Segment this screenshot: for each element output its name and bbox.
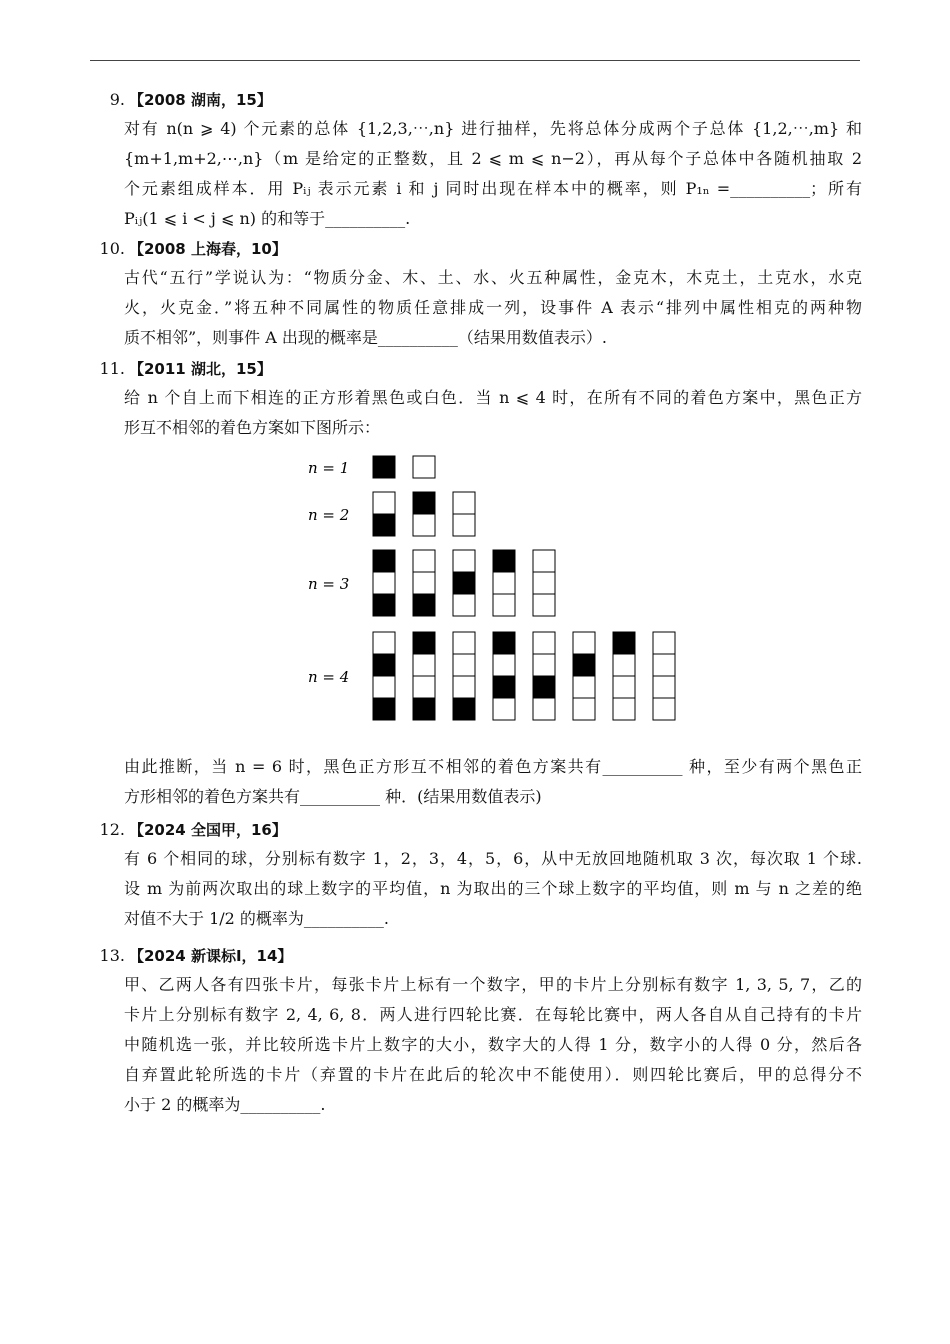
problem-text (124, 970, 862, 1120)
problem-source: 【2008 上海春，10】 (129, 240, 287, 258)
row-label: n = 4 (308, 668, 350, 686)
top-rule (90, 60, 860, 61)
black-square (373, 654, 395, 676)
text-line: {m+1,m+2,⋯,n}（m 是给定的正整数，且 2 ⩽ m ⩽ n−2），再从每个子总体中各随机抽取 2 (124, 149, 862, 168)
black-square (613, 632, 635, 654)
white-square (533, 572, 555, 594)
black-square (493, 550, 515, 572)
white-square (613, 698, 635, 720)
white-square (573, 698, 595, 720)
coloring-scheme (413, 632, 435, 720)
white-square (413, 550, 435, 572)
black-square (493, 676, 515, 698)
coloring-scheme (493, 632, 515, 720)
problem-header (95, 235, 865, 263)
text-line: 给 n 个自上而下相连的正方形着黑色或白色．当 n ⩽ 4 时，在所有不同的着色方案中，黑色正方 (124, 388, 862, 407)
coloring-scheme (413, 456, 435, 478)
problem-12 (95, 816, 865, 934)
white-square (533, 654, 555, 676)
coloring-scheme (533, 550, 555, 616)
coloring-scheme (653, 632, 675, 720)
text-line: 中随机选一张，并比较所选卡片上数字的大小，数字大的人得 1 分，数字小的人得 0 分，然后各 (124, 1035, 862, 1054)
white-square (653, 654, 675, 676)
white-square (533, 632, 555, 654)
coloring-scheme (453, 550, 475, 616)
black-square (373, 698, 395, 720)
white-square (653, 676, 675, 698)
white-square (453, 550, 475, 572)
white-square (453, 632, 475, 654)
white-square (573, 676, 595, 698)
row-label: n = 3 (308, 575, 350, 593)
white-square (413, 514, 435, 536)
problem-text (124, 263, 862, 353)
white-square (493, 654, 515, 676)
white-square (413, 654, 435, 676)
text-line: 火，火克金．”将五种不同属性的物质任意排成一列，设事件 A 表示“排列中属性相克的两种物 (124, 298, 862, 317)
white-square (453, 514, 475, 536)
coloring-scheme (533, 632, 555, 720)
problem-10 (95, 235, 865, 353)
white-square (453, 594, 475, 616)
white-square (573, 632, 595, 654)
text-line: 古代“五行”学说认为：“物质分金、木、土、水、火五种属性，金克木，木克土，土克水，水克 (124, 268, 862, 287)
white-square (653, 632, 675, 654)
black-square (373, 550, 395, 572)
white-square (413, 456, 435, 478)
black-square (373, 594, 395, 616)
problem-11 (95, 355, 865, 443)
black-square (453, 698, 475, 720)
problem-11-continued (95, 752, 865, 812)
problem-source: 【2011 湖北，15】 (129, 360, 272, 378)
black-square (373, 514, 395, 536)
white-square (413, 676, 435, 698)
black-square (453, 572, 475, 594)
white-square (653, 698, 675, 720)
coloring-schemes-svg (290, 450, 710, 730)
white-square (613, 654, 635, 676)
problem-number: 11. (99, 359, 125, 378)
black-square (573, 654, 595, 676)
coloring-schemes-figure (290, 450, 710, 730)
white-square (533, 594, 555, 616)
coloring-scheme (493, 550, 515, 616)
white-square (453, 676, 475, 698)
problem-number: 12. (99, 820, 125, 839)
white-square (493, 698, 515, 720)
text-line: 自弃置此轮所选的卡片（弃置的卡片在此后的轮次中不能使用）．则四轮比赛后，甲的总得分不 (124, 1065, 862, 1084)
black-square (373, 456, 395, 478)
coloring-scheme (373, 456, 395, 478)
text-line: 质不相邻”，则事件 A 出现的概率是__________（结果用数值表示）. (124, 328, 607, 347)
text-line: 甲、乙两人各有四张卡片，每张卡片上标有一个数字，甲的卡片上分别标有数字 1, 3, 5, 7，乙的 (124, 975, 862, 994)
black-square (413, 632, 435, 654)
white-square (373, 492, 395, 514)
text-line: 卡片上分别标有数字 2, 4, 6, 8．两人进行四轮比赛．在每轮比赛中，两人各自从自己持有的卡片 (124, 1005, 862, 1024)
black-square (413, 594, 435, 616)
problem-header (95, 942, 865, 970)
coloring-scheme (373, 550, 395, 616)
problem-text (124, 844, 862, 934)
coloring-scheme (413, 492, 435, 536)
problem-number: 9. (109, 90, 125, 109)
problem-source: 【2008 湖南，15】 (129, 91, 272, 109)
problem-header (95, 86, 865, 114)
black-square (533, 676, 555, 698)
problem-header (95, 355, 865, 383)
white-square (453, 654, 475, 676)
row-label: n = 1 (308, 459, 350, 477)
text-line: 形互不相邻的着色方案如下图所示： (124, 418, 381, 437)
coloring-scheme (373, 632, 395, 720)
white-square (493, 594, 515, 616)
text-line: 对值不大于 1/2 的概率为__________. (124, 909, 390, 928)
white-square (413, 572, 435, 594)
problem-source: 【2024 新课标Ⅰ，14】 (129, 947, 293, 965)
problem-text (124, 752, 862, 812)
coloring-scheme (453, 632, 475, 720)
problem-source: 【2024 全国甲，16】 (129, 821, 287, 839)
coloring-scheme (453, 492, 475, 536)
text-line: Pᵢⱼ(1 ⩽ i < j ⩽ n) 的和等于__________. (124, 209, 411, 228)
text-line: 方形相邻的着色方案共有__________ 种．(结果用数值表示) (124, 787, 542, 806)
problem-13 (95, 942, 865, 1120)
coloring-scheme (413, 550, 435, 616)
black-square (413, 492, 435, 514)
black-square (493, 632, 515, 654)
black-square (413, 698, 435, 720)
text-line: 设 m 为前两次取出的球上数字的平均值，n 为取出的三个球上数字的平均值，则 m 与 n 之差的绝 (124, 879, 862, 898)
white-square (373, 572, 395, 594)
problem-9 (95, 86, 865, 234)
white-square (493, 572, 515, 594)
text-line: 有 6 个相同的球，分别标有数字 1，2，3，4，5，6，从中无放回地随机取 3 次，每次取 1 个球. (124, 849, 862, 868)
problem-number: 13. (99, 946, 125, 965)
text-line: 对有 n(n ⩾ 4) 个元素的总体 {1,2,3,⋯,n} 进行抽样，先将总体分成两个子总体 {1,2,⋯,m} 和 (124, 119, 862, 138)
white-square (533, 698, 555, 720)
problem-header (95, 816, 865, 844)
problem-text (124, 114, 862, 234)
white-square (373, 632, 395, 654)
white-square (613, 676, 635, 698)
text-line: 个元素组成样本．用 Pᵢⱼ 表示元素 i 和 j 同时出现在样本中的概率，则 P₁ₙ =__________；所有 (124, 179, 862, 198)
white-square (453, 492, 475, 514)
row-label: n = 2 (308, 506, 350, 524)
white-square (373, 676, 395, 698)
problem-number: 10. (99, 239, 125, 258)
coloring-scheme (573, 632, 595, 720)
coloring-scheme (373, 492, 395, 536)
text-line: 小于 2 的概率为__________. (124, 1095, 326, 1114)
white-square (533, 550, 555, 572)
problem-text (124, 383, 862, 443)
coloring-scheme (613, 632, 635, 720)
text-line: 由此推断，当 n = 6 时，黑色正方形互不相邻的着色方案共有__________ 种，至少有两个黑色正 (124, 757, 862, 776)
